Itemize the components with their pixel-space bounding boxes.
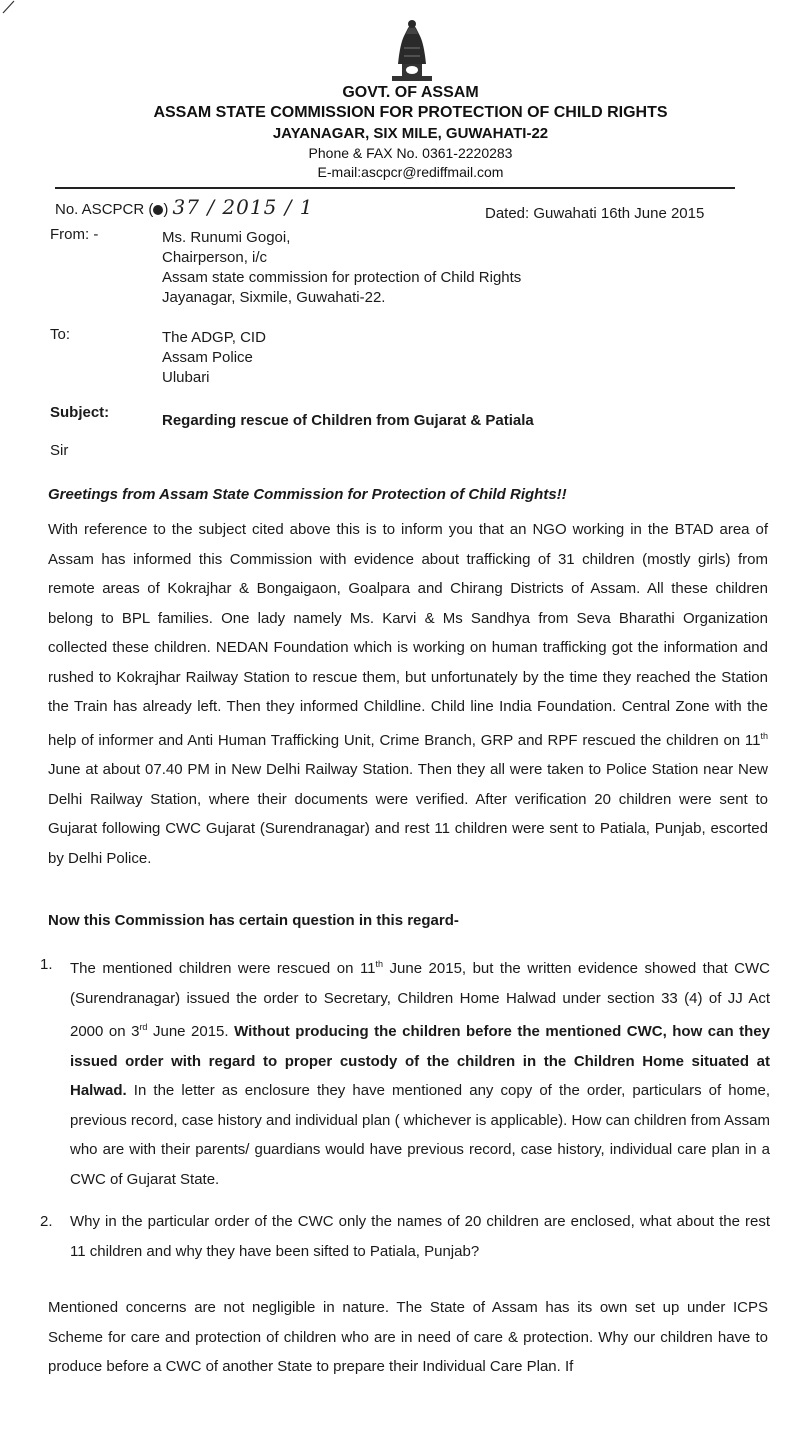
from-line: Chairperson, i/c	[162, 249, 268, 266]
question-number: 2.	[40, 1213, 53, 1230]
to-line: Assam Police	[162, 349, 253, 366]
body-paragraph: With reference to the subject cited above this is to inform you that an NGO working in the BTAD area of Assam has informed this Commission with evidence about trafficking of 31 children (mostly girls) from remote areas of Kokrajhar & Bongaigaon, Goalpara and Chirang Districts of Assam. All these children belong to BPL families. One lady namely Ms. Karvi & Ms Sandhya from Seva Bharathi Organization collected these children. NEDAN Foundation which is working on human trafficking got the information and rushed to Kokrajhar Railway Station to rescue them, but unfortunately by the time they reached the Station the Train has already left. Then they informed Childline. Child line India Foundation. Central Zone with the help of informer and Anti Human Trafficking Unit, Crime Branch, GRP and RPF rescued the children on 11th June at about 07.40 PM in New Delhi Railway Station. Then they all were taken to Police Station near New Delhi Railway Station, where their documents were verified. After verification 20 children were sent to Gujarat following CWC Gujarat (Surendranagar) and rest 11 children were sent to Patiala, Punjab, escorted by Delhi Police.	[48, 521, 768, 867]
greeting: Greetings from Assam State Commission for Protection of Child Rights!!	[48, 486, 567, 503]
question-text: Why in the particular order of the CWC only the names of 20 children are enclosed, what about the rest 11 children and why they have been sifted to Patiala, Punjab?	[70, 1213, 770, 1260]
from-line: Ms. Runumi Gogoi,	[162, 229, 291, 246]
from-label: From: -	[50, 226, 99, 243]
letterhead-email: E-mail:ascpcr@rediffmail.com	[317, 164, 504, 180]
salutation: Sir	[50, 442, 69, 459]
header-divider	[55, 187, 735, 189]
to-block	[162, 328, 266, 388]
to-line: Ulubari	[162, 369, 210, 386]
question-number: 1.	[40, 956, 53, 973]
subject-text: Regarding rescue of Children from Gujarat & Patiala	[162, 412, 534, 429]
reference-mid: )	[163, 201, 173, 218]
state-emblem-icon	[388, 14, 436, 84]
to-line: The ADGP, CID	[162, 329, 266, 346]
letter-date: Dated: Guwahati 16th June 2015	[485, 205, 705, 222]
question-intro: Now this Commission has certain question in this regard-	[48, 912, 459, 929]
question-item-2	[40, 1207, 770, 1266]
letterhead-address: JAYANAGAR, SIX MILE, GUWAHATI-22	[272, 125, 549, 142]
letterhead-phone: Phone & FAX No. 0361-2220283	[308, 145, 513, 161]
from-line: Jayanagar, Sixmile, Guwahati-22.	[162, 289, 386, 306]
closing-paragraph: Mentioned concerns are not negligible in nature. The State of Assam has its own set up under ICPS Scheme for care and protection of children who are in need of care & protection. Why our children have to produce before a CWC of another State to prepare their Individual Care Plan. If	[48, 1299, 768, 1375]
to-label: To:	[50, 326, 71, 343]
reference-prefix: No. ASCPCR (	[55, 201, 154, 218]
subject-label: Subject:	[50, 404, 110, 421]
from-line: Assam state commission for protection of Child Rights	[162, 269, 522, 286]
question-item-1	[40, 950, 770, 1194]
pen-mark	[2, 0, 16, 14]
from-block	[162, 228, 521, 308]
reference-number	[55, 195, 314, 219]
question-text: The mentioned children were rescued on 11th June 2015, but the written evidence showed that CWC (Surendranagar) issued the order to Secretary, Children Home Halwad under section 33 (4) of JJ Act 2000 on 3rd June 2015. Without producing the children before the mentioned CWC, how can they issued order with regard to proper custody of the children in the Children Home situated at Halwad. In the letter as enclosure they have mentioned any copy of the order, particulars of home, previous record, case history and individual plan ( whichever is applicable). How can children from Assam who are with their parents/ guardians would have previous record, case history, individual care plan in a CWC of Gujarat State.	[70, 959, 770, 1188]
reference-stamp-icon	[153, 205, 163, 215]
letterhead-commission: ASSAM STATE COMMISSION FOR PROTECTION OF CHILD RIGHTS	[153, 104, 668, 121]
reference-handwritten: 37 / 2015 / 1	[172, 195, 314, 219]
letterhead-govt: GOVT. OF ASSAM	[342, 84, 479, 101]
